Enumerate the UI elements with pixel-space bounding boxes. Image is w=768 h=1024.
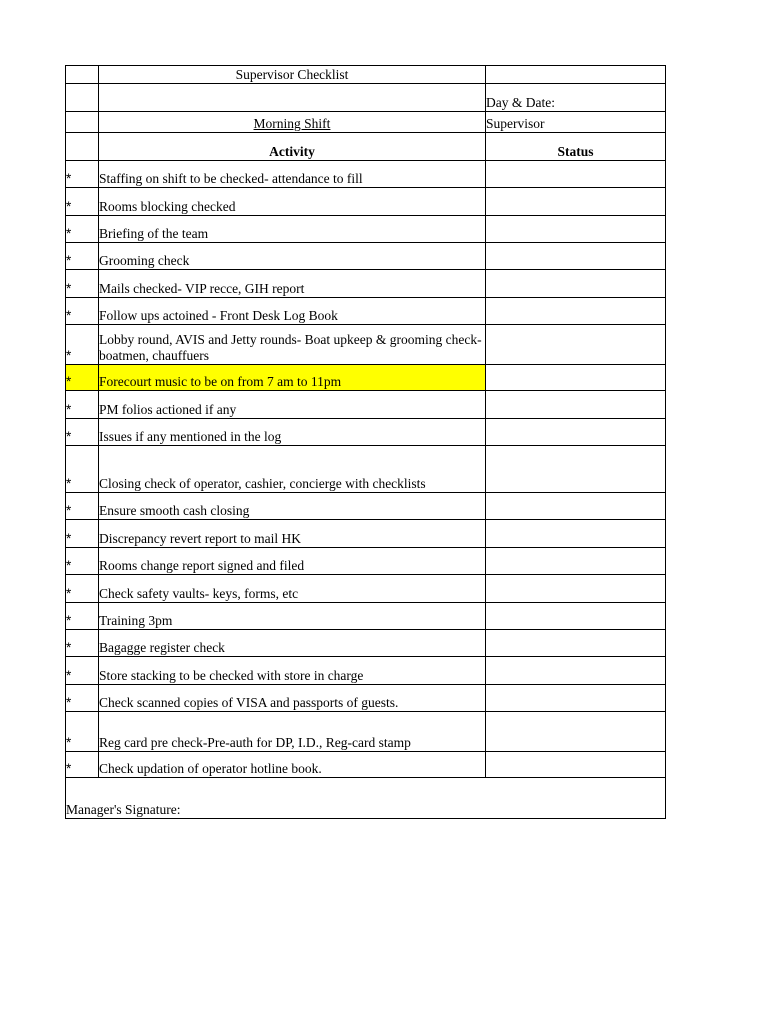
checklist-item-row [66,446,666,493]
bullet-asterisk: * [66,531,72,546]
bullet-asterisk: * [66,558,72,573]
shift-title [99,112,486,133]
status-cell[interactable] [486,548,666,575]
shift-row [66,112,666,133]
checklist-items [66,161,666,778]
status-cell[interactable] [486,216,666,243]
bullet-cell [66,575,99,603]
activity-cell: Rooms change report signed and filed [99,548,486,575]
status-cell[interactable] [486,657,666,685]
bullet-cell [66,520,99,548]
bullet-cell [66,493,99,520]
status-column-header: Status [486,133,666,161]
bullet-asterisk: * [66,308,72,323]
bullet-asterisk: * [66,761,72,776]
bullet-asterisk: * [66,429,72,444]
activity-column-header: Activity [99,133,486,161]
checklist-item-row [66,685,666,712]
checklist-item-row [66,752,666,778]
activity-cell: Check scanned copies of VISA and passports of guests. [99,685,486,712]
activity-cell: Check updation of operator hotline book. [99,752,486,778]
status-cell[interactable] [486,493,666,520]
status-cell[interactable] [486,419,666,446]
bullet-asterisk: * [66,695,72,710]
bullet-asterisk: * [66,735,72,750]
bullet-asterisk: * [66,374,72,389]
activity-cell: Training 3pm [99,603,486,630]
bullet-cell [66,161,99,188]
header-blank-cell [66,133,99,161]
bullet-cell [66,270,99,298]
activity-cell: Discrepancy revert report to mail HK [99,520,486,548]
activity-cell: Lobby round, AVIS and Jetty rounds- Boat upkeep & grooming check-boatmen, chauffuers [99,325,486,365]
bullet-cell [66,712,99,752]
bullet-cell [66,446,99,493]
activity-cell: Issues if any mentioned in the log [99,419,486,446]
status-cell[interactable] [486,161,666,188]
bullet-cell [66,298,99,325]
title-row [66,66,666,84]
status-cell[interactable] [486,712,666,752]
bullet-asterisk: * [66,348,72,363]
bullet-cell [66,188,99,216]
activity-cell: Reg card pre check-Pre-auth for DP, I.D., Reg-card stamp [99,712,486,752]
checklist-item-row [66,548,666,575]
checklist-item-row [66,216,666,243]
activity-cell: Forecourt music to be on from 7 am to 11pm [99,365,486,391]
checklist-item-row [66,630,666,657]
bullet-asterisk: * [66,476,72,491]
activity-cell: Grooming check [99,243,486,270]
bullet-asterisk: * [66,503,72,518]
bullet-cell [66,657,99,685]
header-row [66,133,666,161]
activity-cell: Briefing of the team [99,216,486,243]
bullet-asterisk: * [66,171,72,186]
bullet-cell [66,603,99,630]
bullet-cell [66,216,99,243]
checklist-item-row [66,243,666,270]
bullet-asterisk: * [66,226,72,241]
checklist-item-row [66,603,666,630]
activity-cell: Closing check of operator, cashier, concierge with checklists [99,446,486,493]
date-row [66,84,666,112]
status-cell[interactable] [486,603,666,630]
bullet-cell [66,391,99,419]
status-cell[interactable] [486,391,666,419]
bullet-cell [66,419,99,446]
checklist-table [65,65,666,819]
checklist-item-row [66,712,666,752]
bullet-cell [66,365,99,391]
status-cell[interactable] [486,752,666,778]
status-cell[interactable] [486,685,666,712]
status-cell[interactable] [486,188,666,216]
bullet-asterisk: * [66,199,72,214]
checklist-item-row [66,161,666,188]
signature-row [66,778,666,819]
activity-cell: Follow ups actoined - Front Desk Log Book [99,298,486,325]
checklist-item-row [66,298,666,325]
activity-cell: Staffing on shift to be checked- attendance to fill [99,161,486,188]
bullet-asterisk: * [66,586,72,601]
supervisor-label[interactable]: Supervisor [486,112,666,133]
page-title: Supervisor Checklist [99,66,486,84]
checklist-item-row [66,419,666,446]
activity-cell: Ensure smooth cash closing [99,493,486,520]
status-cell[interactable] [486,575,666,603]
checklist-item-row [66,391,666,419]
checklist-item-row [66,365,666,391]
bullet-asterisk: * [66,281,72,296]
checklist-item-row [66,493,666,520]
status-cell[interactable] [486,243,666,270]
date-blank-cell[interactable] [66,84,99,112]
activity-cell: Store stacking to be checked with store in charge [99,657,486,685]
activity-cell: Bagagge register check [99,630,486,657]
bullet-asterisk: * [66,640,72,655]
manager-signature-label[interactable]: Manager's Signature: [66,778,666,819]
checklist-item-row [66,188,666,216]
shift-blank-cell[interactable] [66,112,99,133]
status-cell[interactable] [486,520,666,548]
bullet-asterisk: * [66,668,72,683]
checklist-item-row [66,657,666,685]
status-cell[interactable] [486,630,666,657]
bullet-asterisk: * [66,402,72,417]
activity-cell: Mails checked- VIP recce, GIH report [99,270,486,298]
bullet-asterisk: * [66,613,72,628]
status-cell[interactable] [486,270,666,298]
bullet-cell [66,548,99,575]
date-activity-cell[interactable] [99,84,486,112]
status-cell[interactable] [486,298,666,325]
activity-cell: PM folios actioned if any [99,391,486,419]
bullet-cell [66,325,99,365]
checklist-item-row [66,575,666,603]
bullet-cell [66,243,99,270]
day-date-label[interactable]: Day & Date: [486,84,666,112]
bullet-asterisk: * [66,253,72,268]
bullet-cell [66,685,99,712]
title-blank-cell[interactable] [66,66,99,84]
activity-cell: Rooms blocking checked [99,188,486,216]
bullet-cell [66,630,99,657]
title-status-cell[interactable] [486,66,666,84]
shift-title-text: Morning Shift [253,116,331,131]
checklist-item-row [66,325,666,365]
status-cell[interactable] [486,325,666,365]
activity-cell: Check safety vaults- keys, forms, etc [99,575,486,603]
checklist-item-row [66,270,666,298]
status-cell[interactable] [486,446,666,493]
checklist-item-row [66,520,666,548]
bullet-cell [66,752,99,778]
status-cell[interactable] [486,365,666,391]
